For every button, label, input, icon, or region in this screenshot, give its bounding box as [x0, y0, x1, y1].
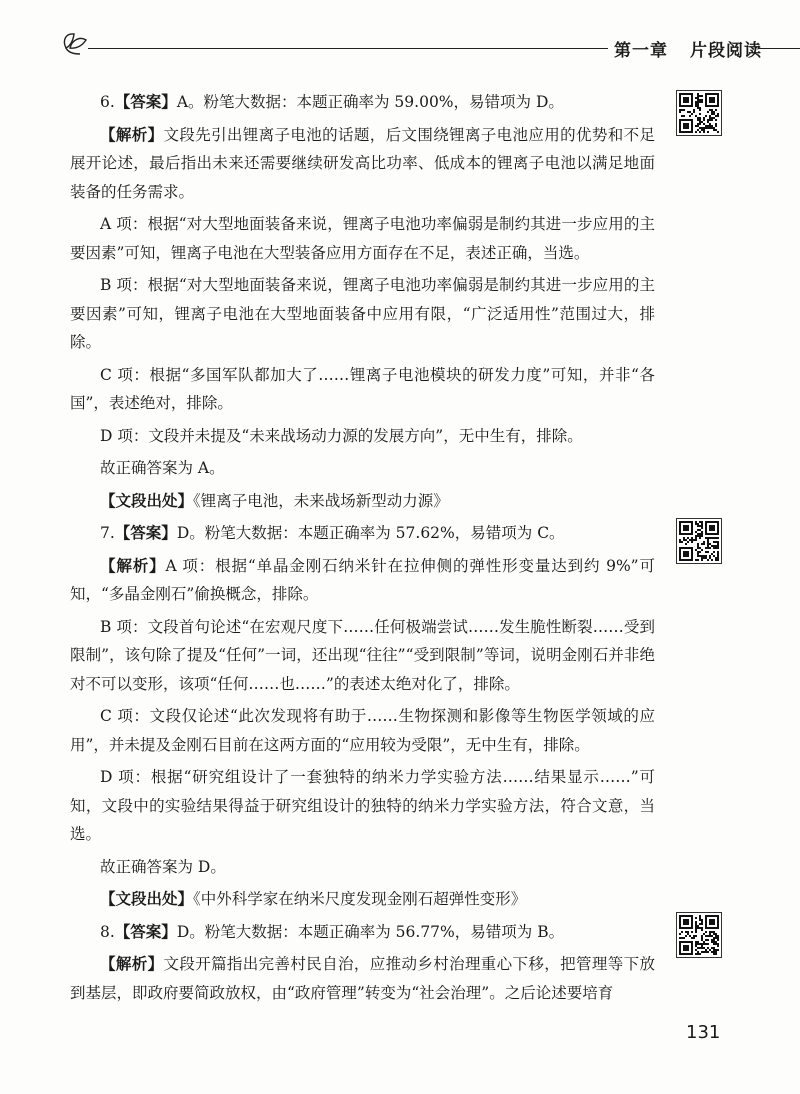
paragraph: 【解析】文段开篇指出完善村民自治，应推动乡村治理重心下移，把管理等下放到基层，即政府要简政放权，由“政府管理”转变为“社会治理”。之后论述要培育 — [70, 954, 655, 1002]
chapter-label: 第一章 — [614, 41, 668, 61]
answer-explanations — [70, 88, 655, 1011]
qr-code-question-7[interactable] — [676, 518, 722, 564]
paragraph: A 项：根据“对大型地面装备来说，锂离子电池功率偏弱是制约其进一步应用的主要因素”可知，锂离子电池在大型装备应用方面存在不足，表述正确，当选。 — [70, 215, 655, 262]
section-label: 片段阅读 — [690, 41, 762, 61]
paragraph: B 项：文段首句论述“在宏观尺度下……任何极端尝试……发生脆性断裂……受到限制”，该句除了提及“任何”一词，还出现“往往”“受到限制”等词，说明金刚石并非绝对不可以变形，该项“任何……也……”的表述太绝对化了，排除。 — [70, 617, 655, 693]
paragraph: 6.【答案】A。粉笔大数据：本题正确率为 59.00%，易错项为 D。 — [100, 92, 564, 111]
paragraph: B 项：根据“对大型地面装备来说，锂离子电池功率偏弱是制约其进一步应用的主要因素”可知，锂离子电池在大型地面装备中应用有限，“广泛适用性”范围过大，排除。 — [70, 276, 655, 351]
paragraph: C 项：根据“多国军队都加大了……锂离子电池模块的研发力度”可知，并非“各国”，表述绝对，排除。 — [70, 365, 655, 412]
paragraph: D 项：根据“研究组设计了一套独特的纳米力学实验方法……结果显示……”可知，文段中的实验结果得益于研究组设计的独特的纳米力学实验方法，符合文意，当选。 — [70, 768, 655, 843]
qr-code-icon — [677, 91, 721, 135]
paragraph: 故正确答案为 D。 — [100, 857, 226, 876]
paragraph: 8.【答案】D。粉笔大数据：本题正确率为 56.77%，易错项为 B。 — [100, 921, 565, 941]
leaf-icon — [58, 28, 94, 58]
paragraph: C 项：文段仅论述“此次发现将有助于……生物探测和影像等生物医学领域的应用”，并未提及金刚石目前在这两方面的“应用较为受限”，无中生有，排除。 — [70, 707, 655, 754]
qr-code-icon — [677, 913, 721, 957]
paragraph: 【文段出处】《锂离子电池，未来战场新型动力源》 — [100, 490, 449, 510]
paragraph: 【解析】A 项：根据“单晶金刚石纳米针在拉伸侧的弹性形变量达到约 9%”可知，“多晶金刚石”偷换概念，排除。 — [70, 555, 655, 603]
header-rule-left — [88, 48, 628, 49]
paragraph: 【解析】文段先引出锂离子电池的话题，后文围绕锂离子电池应用的优势和不足展开论述，最后指出未来还需要继续研发高比功率、低成本的锂离子电池以满足地面装备的任务需求。 — [70, 124, 655, 201]
qr-code-question-6[interactable] — [676, 90, 722, 136]
paragraph: 【文段出处】《中外科学家在纳米尺度发现金刚石超弹性变形》 — [100, 889, 527, 908]
qr-code-question-8[interactable] — [676, 912, 722, 958]
page-header — [58, 28, 778, 64]
page-number: 131 — [686, 1022, 721, 1043]
header-title — [608, 36, 768, 61]
paragraph: 故正确答案为 A。 — [100, 459, 225, 477]
header-rule-right — [758, 48, 800, 49]
paragraph: D 项：文段并未提及“未来战场动力源的发展方向”，无中生有，排除。 — [100, 426, 583, 445]
qr-code-icon — [677, 519, 721, 563]
paragraph: 7.【答案】D。粉笔大数据：本题正确率为 57.62%，易错项为 C。 — [100, 523, 565, 542]
